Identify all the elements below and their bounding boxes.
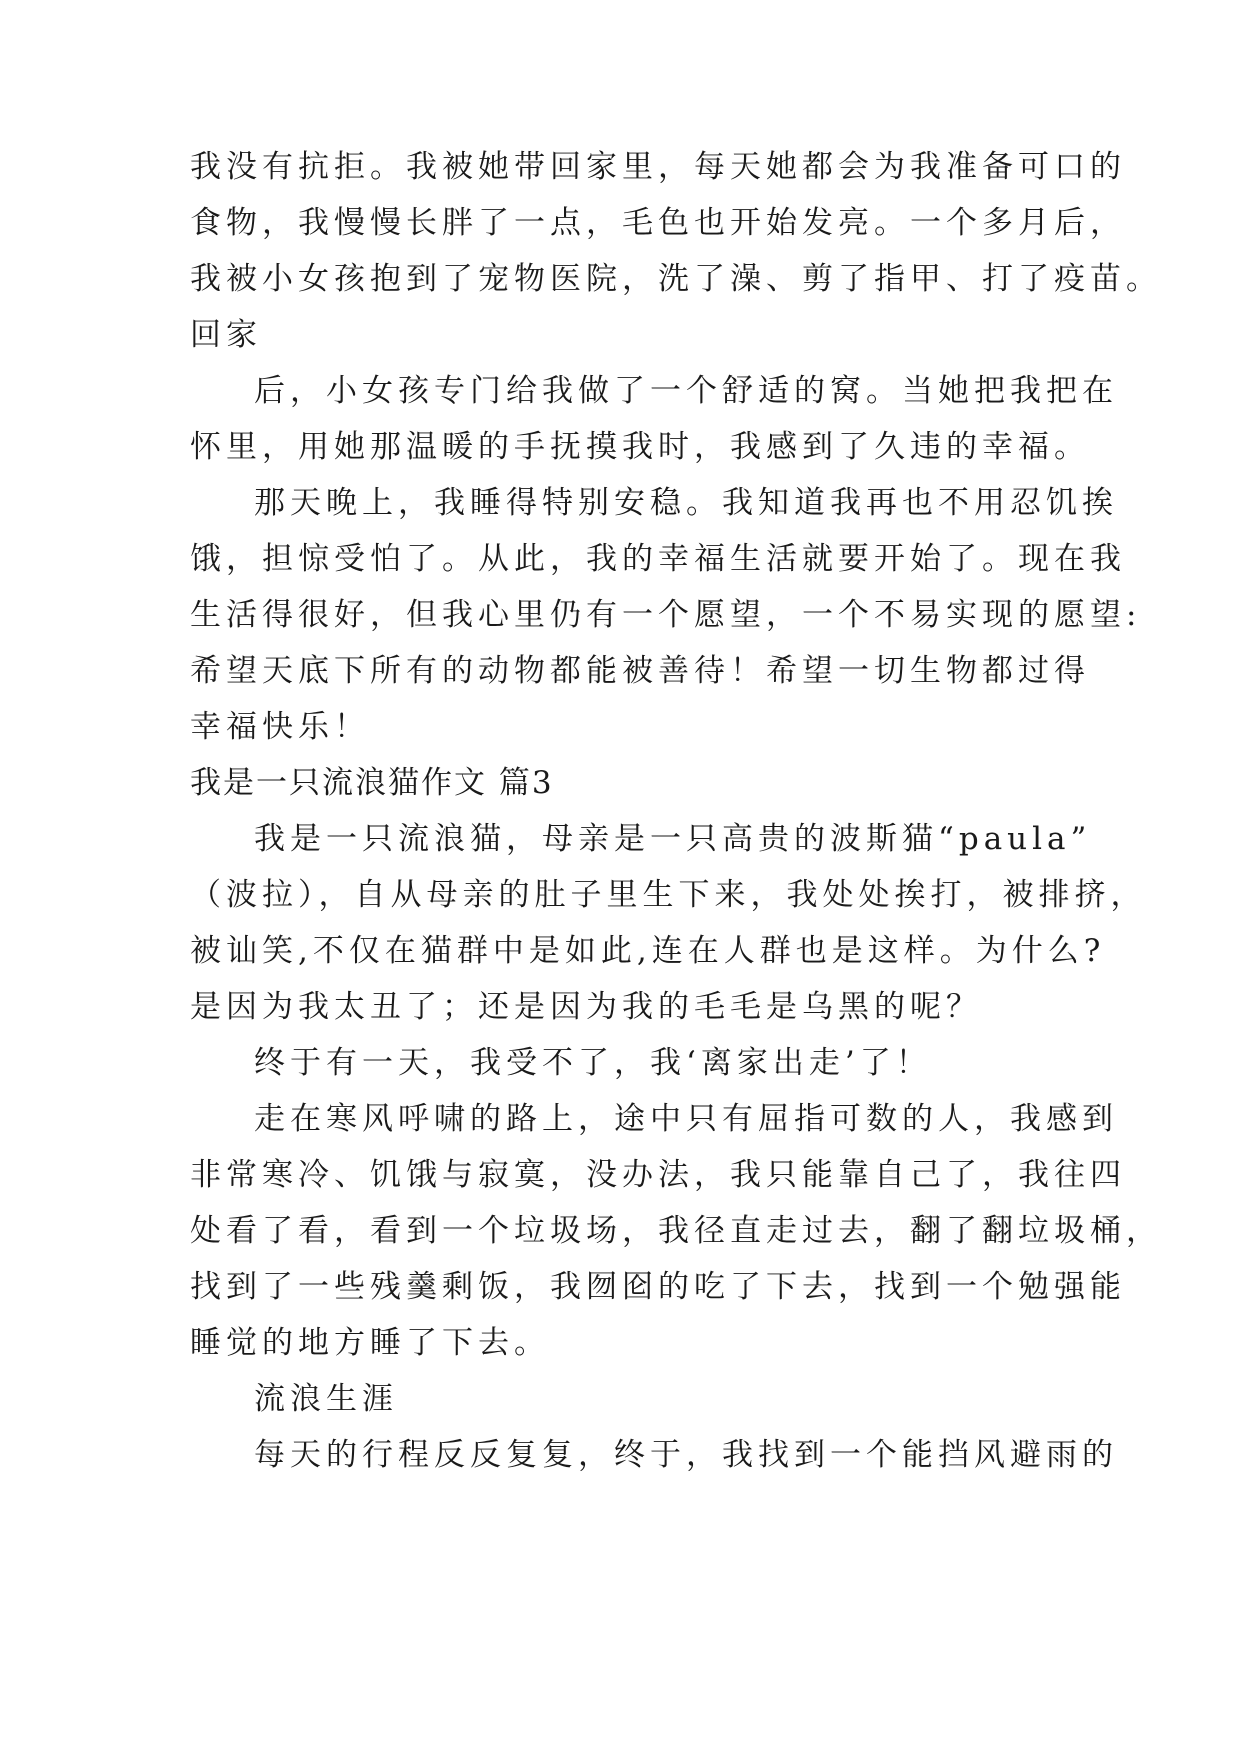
text-line: 我是一只流浪猫，母亲是一只高贵的波斯猫“paula” (254, 821, 1092, 857)
text-line: 被讪笑,不仅在猫群中是如此,连在人群也是这样。为什么? (190, 933, 1106, 969)
text-line: 非常寒冷、饥饿与寂寞，没办法，我只能靠自己了，我往四 (190, 1157, 1126, 1193)
text-line: 睡觉的地方睡了下去。 (190, 1325, 550, 1361)
text-line: 食物，我慢慢长胖了一点，毛色也开始发亮。一个多月后， (190, 205, 1126, 241)
text-line: 生活得很好，但我心里仍有一个愿望，一个不易实现的愿望: (190, 597, 1142, 633)
text-line: 找到了一些残羹剩饭，我囫囵的吃了下去，找到一个勉强能 (190, 1269, 1126, 1305)
section-heading: 我是一只流浪猫作文 篇3 (190, 765, 554, 801)
text-line: 后，小女孩专门给我做了一个舒适的窝。当她把我把在 (254, 373, 1118, 409)
text-line: （波拉），自从母亲的肚子里生下来，我处处挨打，被排挤， (190, 877, 1147, 913)
text-line: 走在寒风呼啸的路上，途中只有屈指可数的人，我感到 (254, 1101, 1118, 1137)
text-line: 终于有一天，我受不了，我‘离家出走’了！ (254, 1045, 932, 1081)
text-line: 回家 (190, 317, 262, 353)
subheading-line: 流浪生涯 (254, 1381, 398, 1417)
text-line: 我被小女孩抱到了宠物医院，洗了澡、剪了指甲、打了疫苗。 (190, 261, 1162, 297)
text-line: 我没有抗拒。我被她带回家里，每天她都会为我准备可口的 (190, 149, 1126, 185)
text-line: 幸福快乐！ (190, 709, 370, 745)
text-line: 怀里，用她那温暖的手抚摸我时，我感到了久违的幸福。 (190, 429, 1090, 465)
text-line: 饿，担惊受怕了。从此，我的幸福生活就要开始了。现在我 (190, 541, 1126, 577)
text-line: 那天晚上，我睡得特别安稳。我知道我再也不用忍饥挨 (254, 485, 1118, 521)
text-line: 处看了看，看到一个垃圾场，我径直走过去，翻了翻垃圾桶， (190, 1213, 1162, 1249)
text-line: 是因为我太丑了；还是因为我的毛毛是乌黑的呢？ (190, 989, 982, 1025)
text-line: 希望天底下所有的动物都能被善待！希望一切生物都过得 (190, 653, 1090, 689)
text-line: 每天的行程反反复复，终于，我找到一个能挡风避雨的 (254, 1437, 1118, 1473)
